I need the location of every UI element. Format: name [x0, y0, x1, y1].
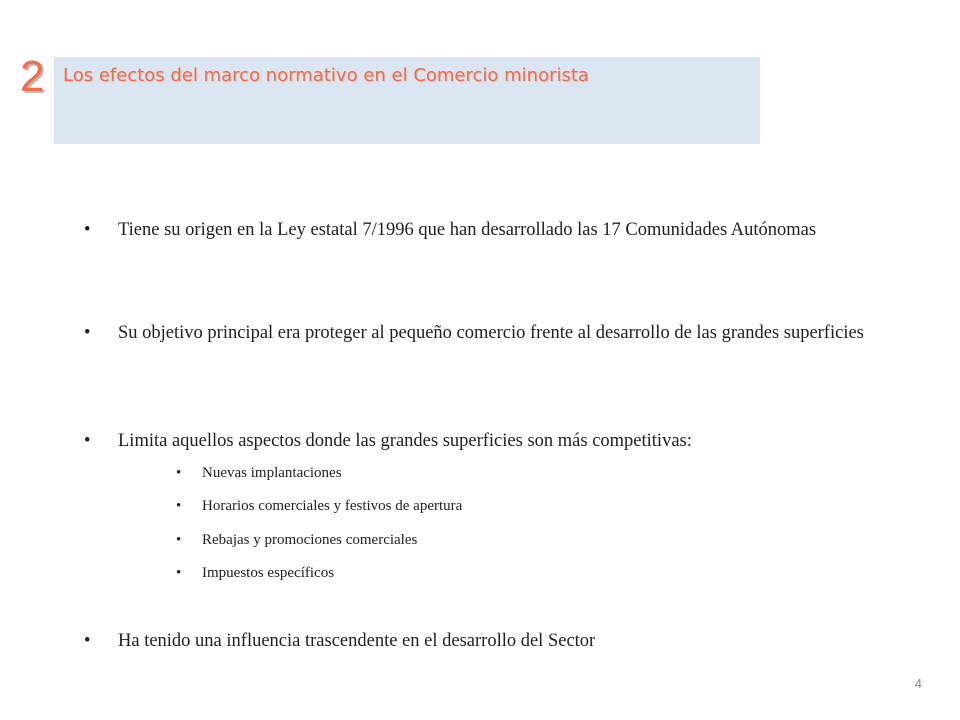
bullet-dot-icon: •	[84, 323, 91, 343]
bullet-item-influence	[84, 626, 878, 656]
slide-title: Los efectos del marco normativo en el Comercio minorista	[63, 65, 589, 86]
bullet-dot-icon: •	[176, 498, 182, 514]
sub-bullet-text: Nuevas implantaciones	[202, 465, 342, 481]
bullet-item-origin	[84, 215, 878, 245]
sub-bullet-item	[176, 496, 802, 516]
sub-bullet-item	[176, 563, 802, 583]
sub-bullet-text: Horarios comerciales y festivos de apertura	[202, 498, 463, 514]
bullet-item-objective	[84, 318, 878, 348]
sub-bullet-item	[176, 530, 802, 550]
bullet-dot-icon: •	[84, 631, 91, 651]
bullet-dot-icon: •	[84, 220, 91, 240]
sub-bullet-item	[176, 463, 802, 483]
bullet-text: Limita aquellos aspectos donde las grandes superficies son más competitivas:	[118, 431, 692, 451]
bullet-dot-icon: •	[176, 565, 182, 581]
bullet-dot-icon: •	[176, 465, 182, 481]
section-number: 2	[20, 52, 45, 101]
bullet-text: Tiene su origen en la Ley estatal 7/1996 que han desarrollado las 17 Comunidades Autónomas	[118, 220, 817, 240]
bullet-text: Su objetivo principal era proteger al pequeño comercio frente al desarrollo de las grandes superficies	[118, 323, 864, 343]
bullet-dot-icon: •	[176, 532, 182, 548]
sub-bullet-text: Impuestos específicos	[202, 565, 335, 581]
bullet-text: Ha tenido una influencia trascendente en el desarrollo del Sector	[118, 631, 596, 651]
sub-bullet-text: Rebajas y promociones comerciales	[202, 532, 418, 548]
page-number: 4	[914, 676, 922, 691]
bullet-item-limits	[84, 426, 878, 456]
bullet-dot-icon: •	[84, 431, 91, 451]
